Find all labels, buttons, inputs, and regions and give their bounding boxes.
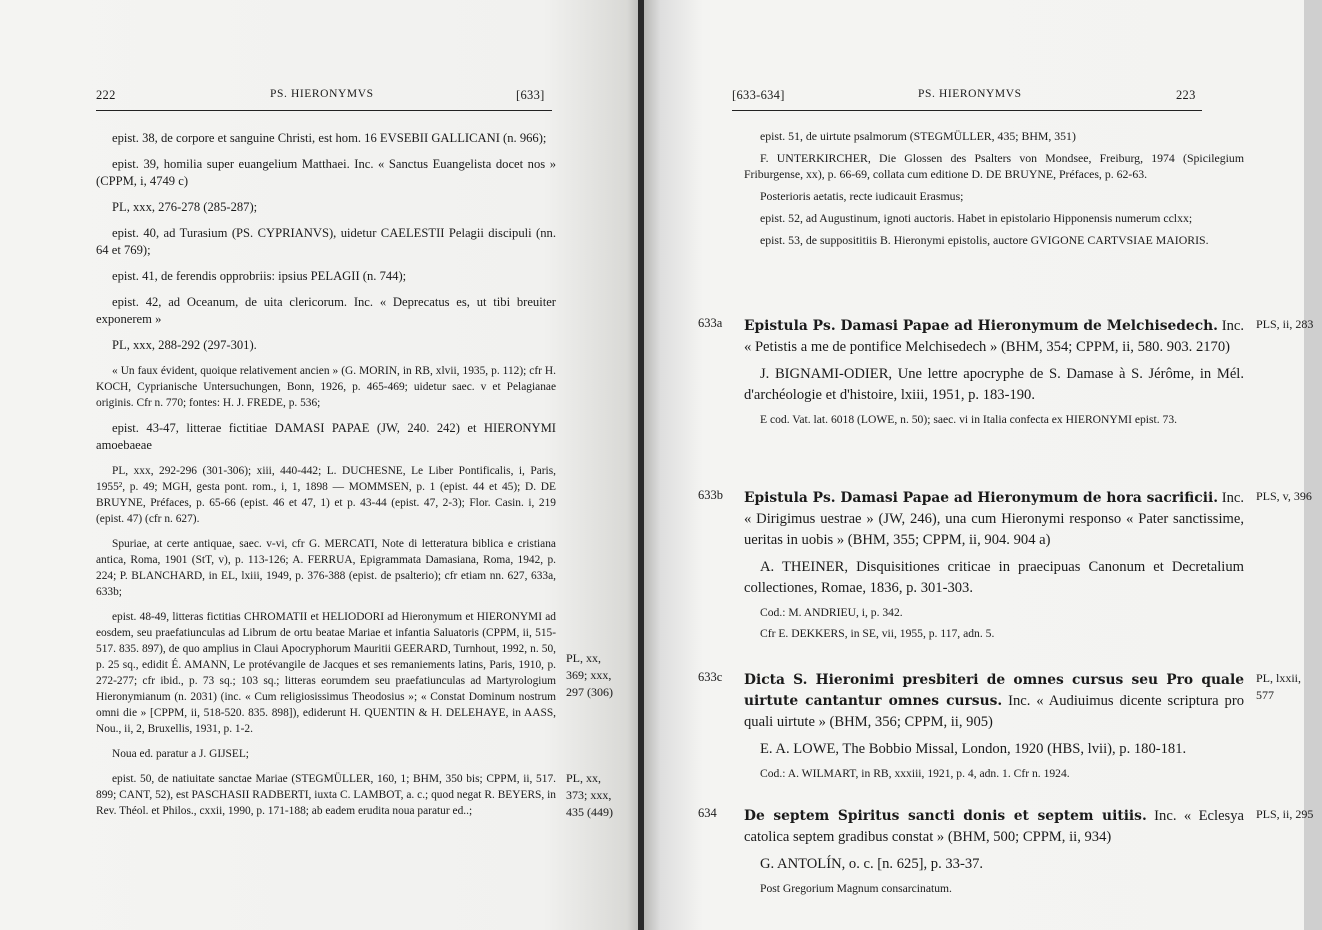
entry-note: Post Gregorium Magnum consarcinatum. [760,882,952,895]
entry-heading [744,806,1244,848]
entry-633b [698,488,1312,647]
paragraph: Noua ed. paratur a J. GIJSEL; [112,748,249,760]
section-ref: [633-634] [732,88,785,102]
paragraph: Spuriae, at certe antiquae, saec. v-vi, cfr G. MERCATI, Note di letteratura biblica e cristiana antica, Roma, 1901 (StT, v), p. 113-126; A. FERRUA, Epigrammata Damasiana, Roma, 1942, p. 224; P. BLANCHARD, in EL, lxiii, 1949, p. 376-388 (epist. de psalterio); cfr etiam nn. 627, 633a, 633b; [96,538,556,598]
paragraph: epist. 50, de natiuitate sanctae Mariae (STEGMÜLLER, 160, 1; BHM, 350 bis; CPPM, ii, 517. 899; CANT, 52), est PASCHASII RADBERTI, iuxta C. LAMBOT, a. c.; quod negat R. BEYERS, in Rev. Théol. et Philos., cxxii, 1990, p. 171-188; ab eadem erudita noua paratur ed..; [96,773,556,817]
entry-title: Dicta S. Hieronimi presbiteri de omnes cursus seu Pro quale uirtute cantantur omnes cursus. [744,672,1244,709]
paragraph: F. UNTERKIRCHER, Die Glossen des Psalters von Mondsee, Freiburg, 1974 (Spicilegium Friburgense, xx), p. 66-69, collata cum editione D. DE BRUYNE, Préfaces, p. 62-63. [744,151,1244,181]
entry-note: E cod. Vat. lat. 6018 (LOWE, n. 50); saec. vi in Italia confecta ex HIERONYMI epist. 73. [760,413,1178,426]
left-page [0,0,640,930]
entry-634 [698,806,1314,902]
right-top-column [744,128,1244,254]
running-title: PS. HIERONYMVS [270,88,374,100]
entry-number: 633b [698,488,723,502]
entry-number: 633a [698,316,723,330]
entry-side-reference: PL, lxxii, 577 [1256,671,1302,702]
entry-title: Epistula Ps. Damasi Papae ad Hieronymum de Melchisedech. [744,318,1218,334]
paragraph: epist. 53, de supposititiis B. Hieronymi epistolis, auctore GVIGONE CARTVSIAE MAIORIS. [760,233,1209,247]
paragraph: epist. 41, de ferendis opprobriis: ipsius PELAGII (n. 744); [112,269,407,283]
entry-incipit: Inc. « Eclesya catolica septem gradibus constat » (BHM, 500; CPPM, ii, 934) [744,808,1244,845]
paragraph: epist. 43-47, litterae fictitiae DAMASI PAPAE (JW, 240. 242) et HIERONYMI amoebaeae [96,421,556,452]
entry-number: 633c [698,670,723,684]
header-rule [96,110,552,111]
entry-633a [698,316,1314,433]
paragraph: epist. 48-49, litteras fictitias CHROMATII et HELIODORI ad Hieronymum et HIERONYMI ad eosdem, seu praefatiunculas ad Librum de ortu beatae Mariae et infantia Saluatoris (CPPM, ii, 515-517. 835. 897), de quo amplius in Claui Apocryphorum Mauritii GEERARD, Turnhout, 1992, n. 50, p. 25 sq., edidit É. AMANN, Le protévangile de Jacques et ses remaniements latins, Paris, 1910, p. 272-277; cfr ibid., p. 73 sq.; 103 sq.; litteras eorumdem seu praefatiunculas ad Martyrologium Hieronymianum (n. 2031) (inc. « Cum religiosissimus Theodosius »; « Constat Dominum nostrum omni die » [CPPM, ii, 518-520. 835. 898]), ediderunt H. QUENTIN & H. DELEHAYE, in AASS, Nou., ii, 2, Bruxellis, 1931, p. 1-2. [96,611,556,735]
page-number: 222 [96,88,116,102]
paragraph: epist. 52, ad Augustinum, ignoti auctoris. Habet in epistolario Hipponensis numerum cclxx; [760,211,1193,225]
paragraph: epist. 40, ad Turasium (PS. CYPRIANVS), uidetur CAELESTII Pelagii discipuli (nn. 64 et 769); [96,226,556,257]
entry-reference: J. BIGNAMI-ODIER, Une lettre apocryphe de S. Damase à S. Jérôme, in Mél. d'archéologie et d'histoire, lxiii, 1951, p. 183-190. [744,366,1244,403]
paragraph: « Un faux évident, quoique relativement ancien » (G. MORIN, in RB, xlvii, 1935, p. 112); cfr H. KOCH, Cyprianische Untersuchungen, Bonn, 1926, p. 465-469; uidetur saec. v et Pelagianae originis. Cfr n. 770; fontes: H. J. FREDE, p. 536; [96,365,556,409]
entry-title: De septem Spiritus sancti donis et septem uitiis. [744,808,1147,824]
entry-heading [744,488,1244,551]
entry-title: Epistula Ps. Damasi Papae ad Hieronymum de hora sacrificii. [744,490,1218,506]
entry-reference: E. A. LOWE, The Bobbio Missal, London, 1920 (HBS, lvii), p. 180-181. [760,741,1187,757]
paragraph: PL, xxx, 288-292 (297-301). [112,338,257,352]
entry-note: Cod.: M. ANDRIEU, i, p. 342. [760,606,903,619]
left-text-column [96,130,556,828]
entry-633c [698,670,1302,787]
entry-number: 634 [698,806,717,820]
margin-reference: PL, xx, 373; xxx, 435 (449) [566,771,613,819]
paragraph: epist. 42, ad Oceanum, de uita clericorum. Inc. « Deprecatus es, ut tibi breuiter exponerem » [96,295,556,326]
entry-reference: A. THEINER, Disquisitiones criticae in praecipuas Canonum et Decretalium collectiones, Romae, 1836, p. 301-303. [744,559,1244,596]
entry-note: Cod.: A. WILMART, in RB, xxxiii, 1921, p. 4, adn. 1. Cfr n. 1924. [760,767,1070,780]
paragraph: Posterioris aetatis, recte iudicauit Erasmus; [760,189,964,203]
entry-side-reference: PLS, ii, 295 [1256,807,1314,821]
paragraph: epist. 51, de uirtute psalmorum (STEGMÜLLER, 435; BHM, 351) [760,129,1076,143]
paragraph: PL, xxx, 292-296 (301-306); xiii, 440-442; L. DUCHESNE, Le Liber Pontificalis, i, Paris, 1955², p. 49; MGH, gesta pont. rom., i, 1, 1898 — MOMMSEN, p. 1 (epist. 44 et 45); D. DE BRUYNE, Préfaces, p. 65-66 (epist. 46 et 47, 1) et p. 43-44 (epist. 47, 2-3); Flor. Casin. i, 219 (epist. 47) (cfr n. 627). [96,465,556,525]
margin-reference: PL, xx, 369; xxx, 297 (306) [566,651,613,699]
running-title: PS. HIERONYMVS [918,88,1022,100]
section-ref: [633] [516,88,545,102]
entry-side-reference: PLS, v, 396 [1256,489,1312,503]
entry-side-reference: PLS, ii, 283 [1256,317,1314,331]
paragraph: PL, xxx, 276-278 (285-287); [112,200,258,214]
entry-incipit: Inc. « Audiuimus dicente scriptura pro quali uirtute » (BHM, 356; CPPM, ii, 905) [744,693,1244,730]
right-page [644,0,1314,930]
entry-note: Cfr E. DEKKERS, in SE, vii, 1955, p. 117, adn. 5. [760,627,995,640]
entry-heading [744,316,1244,358]
entry-incipit: Inc. « Dirigimus uestrae » (JW, 246), una cum Hieronymi responso « Pater sanctissime, ueritas in uobis » (BHM, 355; CPPM, ii, 904. 904 a) [744,490,1244,548]
page-number: 223 [1176,88,1196,102]
header-rule [732,110,1202,111]
entry-incipit: Inc. « Petistis a me de pontifice Melchisedech » (BHM, 354; CPPM, ii, 580. 903. 2170) [744,318,1244,355]
paragraph: epist. 38, de corpore et sanguine Christi, est hom. 16 EVSEBII GALLICANI (n. 966); [112,131,547,145]
entry-reference: G. ANTOLÍN, o. c. [n. 625], p. 33-37. [760,856,984,872]
paragraph: epist. 39, homilia super euangelium Matthaei. Inc. « Sanctus Euangelista docet nos » (CPPM, i, 4749 c) [96,157,556,188]
entry-heading [744,670,1244,733]
